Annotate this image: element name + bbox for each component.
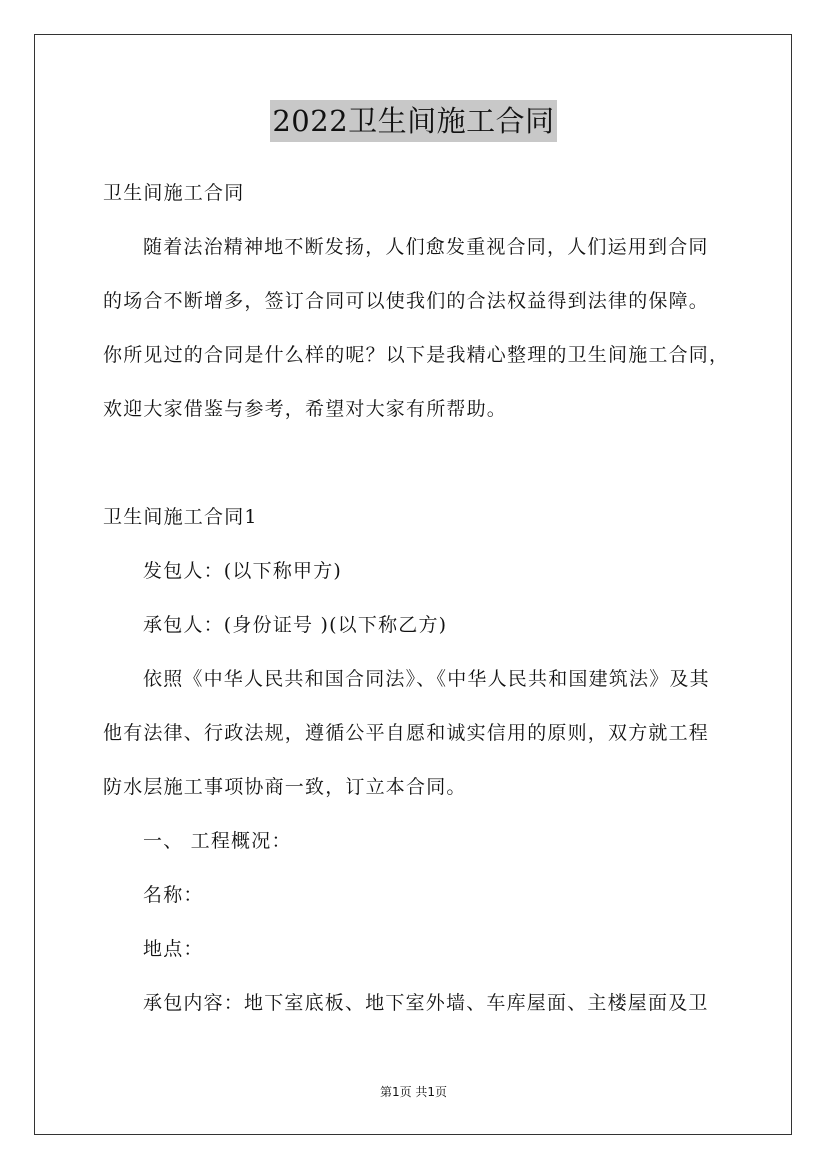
project-name-label: 名称： bbox=[143, 884, 204, 906]
party-a-line: 发包人：(以下称甲方) bbox=[143, 560, 343, 582]
scope-line: 承包内容：地下室底板、地下室外墙、车库屋面、主楼屋面及卫 bbox=[143, 992, 709, 1014]
document-title bbox=[0, 100, 827, 142]
project-location-label: 地点： bbox=[143, 938, 204, 960]
clause-one-heading: 一、 工程概况： bbox=[143, 830, 292, 852]
document-title-text: 2022卫生间施工合同 bbox=[270, 100, 556, 142]
intro-line-4: 欢迎大家借鉴与参考，希望对大家有所帮助。 bbox=[103, 398, 508, 420]
page-number: 第1页 共1页 bbox=[379, 1085, 448, 1099]
basis-line-3: 防水层施工事项协商一致，订立本合同。 bbox=[103, 776, 467, 798]
page-footer bbox=[0, 1083, 827, 1101]
party-b-line: 承包人：(身份证号 )(以下称乙方) bbox=[143, 614, 448, 636]
section-heading: 卫生间施工合同1 bbox=[103, 506, 258, 528]
subtitle: 卫生间施工合同 bbox=[103, 182, 245, 204]
intro-line-2: 的场合不断增多，签订合同可以使我们的合法权益得到法律的保障。 bbox=[103, 290, 710, 312]
basis-line-2: 他有法律、行政法规，遵循公平自愿和诚实信用的原则，双方就工程 bbox=[103, 722, 710, 744]
intro-line-3: 你所见过的合同是什么样的呢？以下是我精心整理的卫生间施工合同， bbox=[103, 344, 730, 366]
basis-line-1: 依照《中华人民共和国合同法》、《中华人民共和国建筑法》及其 bbox=[143, 668, 710, 690]
intro-line-1: 随着法治精神地不断发扬，人们愈发重视合同，人们运用到合同 bbox=[143, 236, 709, 258]
